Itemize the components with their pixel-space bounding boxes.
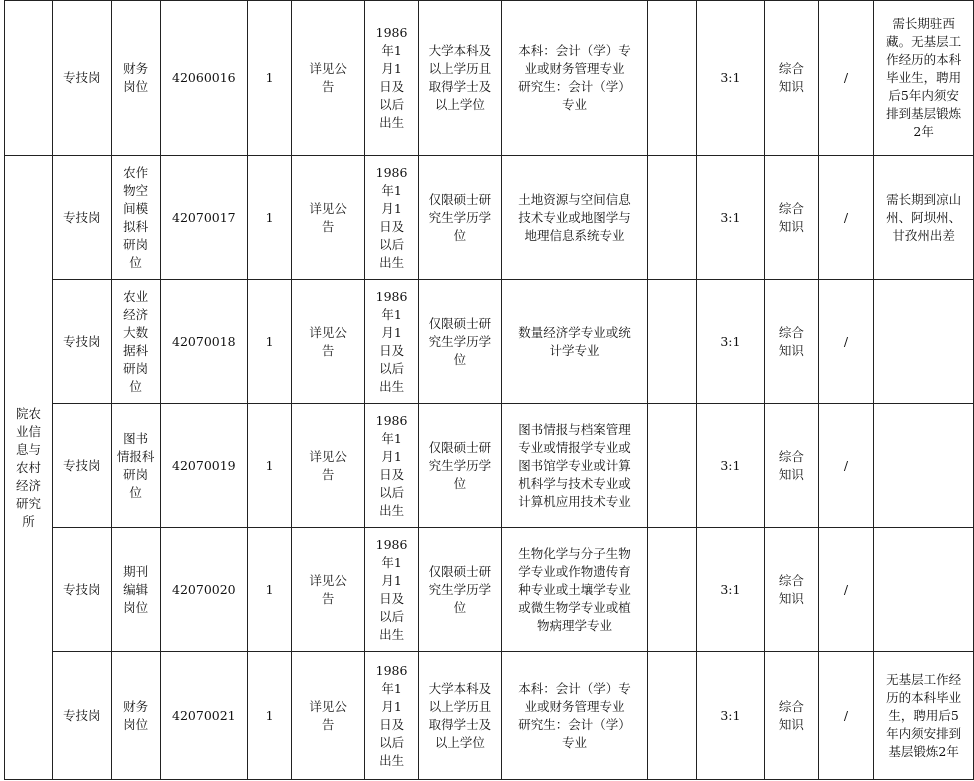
post-name-cell: 农作 物空 间模 拟科 研岗 位: [111, 156, 160, 280]
post-name-cell: 财务 岗位: [111, 1, 160, 156]
ratio-cell: 3:1: [696, 652, 764, 780]
birth-cell: 1986 年1 月1 日及 以后 出生: [365, 652, 419, 780]
post-name-cell: 财务 岗位: [111, 652, 160, 780]
count-cell: 1: [248, 652, 292, 780]
exam-cell: 综合 知识: [765, 404, 819, 528]
post-code-cell: 42060016: [160, 1, 247, 156]
exam-cell: 综合 知识: [765, 280, 819, 404]
post-type-cell: 专技岗: [53, 528, 112, 652]
post-code-cell: 42070019: [160, 404, 247, 528]
extra-cell: [648, 156, 697, 280]
post-type-cell: 专技岗: [53, 404, 112, 528]
post-name-cell: 期刊 编辑 岗位: [111, 528, 160, 652]
count-cell: 1: [248, 404, 292, 528]
recruitment-table: [4, 0, 974, 780]
table-row: [5, 528, 974, 652]
education-cell: 仅限硕士研 究生学历学 位: [418, 280, 501, 404]
birth-cell: 1986 年1 月1 日及 以后 出生: [365, 404, 419, 528]
note-cell: 无基层工作经 历的本科毕业 生，聘用后5 年内须安排到 基层锻炼2年: [874, 652, 974, 780]
education-cell: 大学本科及 以上学历且 取得学士及 以上学位: [418, 652, 501, 780]
age-cell: 详见公 告: [292, 1, 365, 156]
birth-cell: 1986 年1 月1 日及 以后 出生: [365, 156, 419, 280]
post-name-cell: 图书 情报科 研岗 位: [111, 404, 160, 528]
age-cell: 详见公 告: [292, 528, 365, 652]
note-cell: 需长期到凉山 州、阿坝州、 甘孜州出差: [874, 156, 974, 280]
count-cell: 1: [248, 528, 292, 652]
education-cell: 仅限硕士研 究生学历学 位: [418, 156, 501, 280]
table-row: [5, 404, 974, 528]
exam-cell: 综合 知识: [765, 156, 819, 280]
education-cell: 仅限硕士研 究生学历学 位: [418, 404, 501, 528]
education-cell: 大学本科及 以上学历且 取得学士及 以上学位: [418, 1, 501, 156]
post-type-cell: 专技岗: [53, 1, 112, 156]
extra-cell: [648, 528, 697, 652]
table-row: [5, 280, 974, 404]
birth-cell: 1986 年1 月1 日及 以后 出生: [365, 280, 419, 404]
professional-test-cell: /: [818, 156, 873, 280]
post-type-cell: 专技岗: [53, 652, 112, 780]
extra-cell: [648, 1, 697, 156]
unit-cell: [5, 1, 53, 156]
professional-test-cell: /: [818, 404, 873, 528]
note-cell: [874, 404, 974, 528]
note-cell: 需长期驻西 藏。无基层工 作经历的本科 毕业生，聘用 后5年内须安 排到基层锻炼 2年: [874, 1, 974, 156]
table-row: [5, 1, 974, 156]
count-cell: 1: [248, 1, 292, 156]
post-code-cell: 42070017: [160, 156, 247, 280]
exam-cell: 综合 知识: [765, 652, 819, 780]
age-cell: 详见公 告: [292, 156, 365, 280]
extra-cell: [648, 404, 697, 528]
post-type-cell: 专技岗: [53, 280, 112, 404]
major-cell: 数量经济学专业或统 计学专业: [501, 280, 647, 404]
note-cell: [874, 280, 974, 404]
post-name-cell: 农业 经济 大数 据科 研岗 位: [111, 280, 160, 404]
table-row: [5, 652, 974, 780]
ratio-cell: 3:1: [696, 280, 764, 404]
professional-test-cell: /: [818, 528, 873, 652]
ratio-cell: 3:1: [696, 156, 764, 280]
major-cell: 本科：会计（学）专 业或财务管理专业 研究生：会计（学） 专业: [501, 652, 647, 780]
professional-test-cell: /: [818, 1, 873, 156]
major-cell: 土地资源与空间信息 技术专业或地图学与 地理信息系统专业: [501, 156, 647, 280]
birth-cell: 1986 年1 月1 日及 以后 出生: [365, 1, 419, 156]
post-code-cell: 42070018: [160, 280, 247, 404]
post-type-cell: 专技岗: [53, 156, 112, 280]
major-cell: 本科：会计（学）专 业或财务管理专业 研究生：会计（学） 专业: [501, 1, 647, 156]
ratio-cell: 3:1: [696, 528, 764, 652]
major-cell: 图书情报与档案管理 专业或情报学专业或 图书馆学专业或计算 机科学与技术专业或 计算机应用技术专业: [501, 404, 647, 528]
professional-test-cell: /: [818, 280, 873, 404]
extra-cell: [648, 652, 697, 780]
education-cell: 仅限硕士研 究生学历学 位: [418, 528, 501, 652]
age-cell: 详见公 告: [292, 652, 365, 780]
birth-cell: 1986 年1 月1 日及 以后 出生: [365, 528, 419, 652]
count-cell: 1: [248, 280, 292, 404]
unit-cell: 院农 业信 息与 农村 经济 研究 所: [5, 156, 53, 780]
ratio-cell: 3:1: [696, 1, 764, 156]
exam-cell: 综合 知识: [765, 1, 819, 156]
age-cell: 详见公 告: [292, 280, 365, 404]
major-cell: 生物化学与分子生物 学专业或作物遗传育 种专业或土壤学专业 或微生物学专业或植 物病理学专业: [501, 528, 647, 652]
professional-test-cell: /: [818, 652, 873, 780]
count-cell: 1: [248, 156, 292, 280]
extra-cell: [648, 280, 697, 404]
note-cell: [874, 528, 974, 652]
post-code-cell: 42070021: [160, 652, 247, 780]
exam-cell: 综合 知识: [765, 528, 819, 652]
post-code-cell: 42070020: [160, 528, 247, 652]
age-cell: 详见公 告: [292, 404, 365, 528]
ratio-cell: 3:1: [696, 404, 764, 528]
table-row: [5, 156, 974, 280]
